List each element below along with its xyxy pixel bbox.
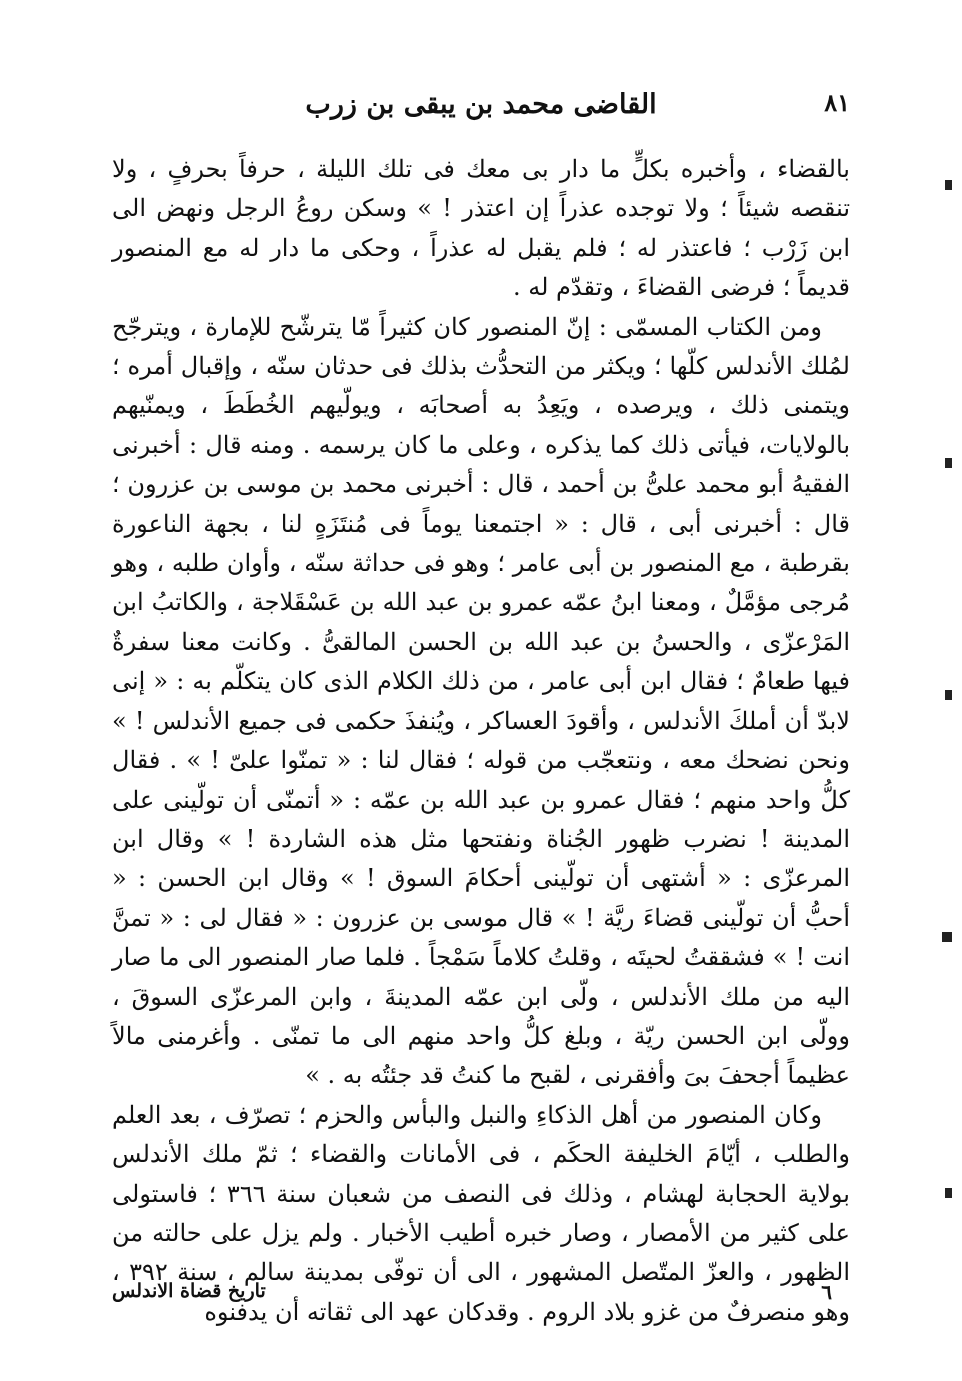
paragraph-3: وكان المنصور من أهل الذكاءِ والنبل والبأس والحزم ؛ تصرّف ، بعد العلم والطلب ، أيّامَ الخليفة الحكَم ، فى الأمانات والقضاء ؛ ثمّ ملك الأندلس بولاية الحجابة لهشام ، وذلك فى النصف من شعبان سنة ٣٦٦ ؛ فاستولى على كثير من الأمصار ، وصار خبره أطيب الأخبار . ولم يزل على حالته من الظهور ، والعزّ المتّصل المشهور ، الى أن توفّى بمدينة سالم ، سنة ٣٩٢ ، وهو منصرفٌ من غزو بلاد الروم . وقدكان عهد الى ثقاته أن يدفنوه: [112, 1100, 851, 1326]
paragraph-2: ومن الكتاب المسمّى : إنّ المنصور كان كثيراً مّا يترشّح للإمارة ، ويترجّح لمُلك الأندلس كلّها ؛ ويكثر من التحدُّث بذلك فى حدثان سنّه ، وإقبال أمره ؛ ويتمنى ذلك ، ويرصده ، ويَعِدُ به أصحابَه ، ويولّيهم الخُطَطَ ، ويمنّيهم بالولايات، فيأتى ذلك كما يذكره ، وعلى ما كان يرسمه . ومنه قال : أخبرنى الفقيهُ أبو محمد علىُّ بن أحمد ، قال : أخبرنى محمد بن موسى بن عزرون ؛ قال : أخبرنى أبى ، قال : « اجتمعنا يوماً فى مُنتَزَهٍ لنا ، بجهة الناعورة بقرطبة ، مع المنصور بن أبى عامر ؛ وهو فى حداثة سنّه ، وأوان طلبه ، وهو مُرجى مؤمَّلٌ ، ومعنا ابنُ عمّه عمرو بن عبد الله بن عَسْقَلاجة ، والكاتبُ ابن المَرْعزّى ، والحسنُ بن عبد الله بن الحسن المالقىُّ . وكانت معنا سفرةٌ فيها طعامٌ ؛ فقال ابن أبى عامر ، من ذلك الكلام الذى كان يتكلّم به : « إنى لابدّ أن أملكَ الأندلس ، وأقودَ العساكر ، ويُنفذَ حكمى فى جميع الأندلس ! » ونحن نضحك معه ، ونتعجّب من قوله ؛ فقال لنا : « تمنّوا علىّ ! » . فقال كلُّ واحد منهم ؛ فقال عمرو بن عبد الله بن عمّه : « أتمنّى أن تولّينى على المدينة ! نضرب ظهور الجُناة ونفتحها مثل هذه الشاردة ! » وقال ابن المرعزّى : « أشتهى أن تولّينى أحكامَ السوق ! » وقال ابن الحسن : « أحبُّ أن تولّينى قضاءَ ريَّة ! » قال موسى بن عزرون : « فقال لى : « تمنَّ انت ! » فشققتُ لحيتَه ، وقلتُ كلاماً سَمْجاً . فلما صار المنصور الى ما صار اليه من ملك الأندلس ، ولّى ابن عمّه المدينةَ ، وابن المرعزّى السوقَ ، وولّى ابن الحسن ريّة ، وبلغ كلُّ واحد منهم الى ما تمنّى . وأغرمنى مالاً عظيماً أجحفَ بىَ وأفقرنى ، لقبح ما كنتُ قد جئتُه به . »: [112, 312, 850, 1090]
margin-mark: [945, 180, 952, 190]
margin-mark: [945, 1188, 952, 1198]
signature-number: ٦: [821, 1280, 832, 1304]
page-footer: [112, 1278, 850, 1308]
page-title: القاضى محمد بن يبقى بن زرب: [305, 88, 657, 120]
margin-mark: [942, 932, 952, 942]
page-number: ٨١: [824, 88, 850, 117]
paragraph-1: بالقضاء ، وأخبره بكلٍّ ما دار بى معك فى تلك الليلة ، حرفاً بحرفٍ ، ولا تنقصه شيئاً ؛ ولا توجده عذراً إن اعتذر ! » وسكن روعُ الرجل ونهض الى ابن زَرْب ؛ فاعتذر له ؛ فلم يقبل له عذراً ، وحكى ما دار له مع المنصور قديماً ؛ فرضى القضاءَ ، وتقدّم له .: [112, 155, 850, 302]
body-text: [112, 150, 850, 1332]
margin-mark: [945, 458, 952, 468]
margin-mark: [945, 690, 952, 700]
signature-title: تاريخ قضاة الاندلس: [112, 1280, 266, 1302]
running-header: [112, 84, 850, 124]
